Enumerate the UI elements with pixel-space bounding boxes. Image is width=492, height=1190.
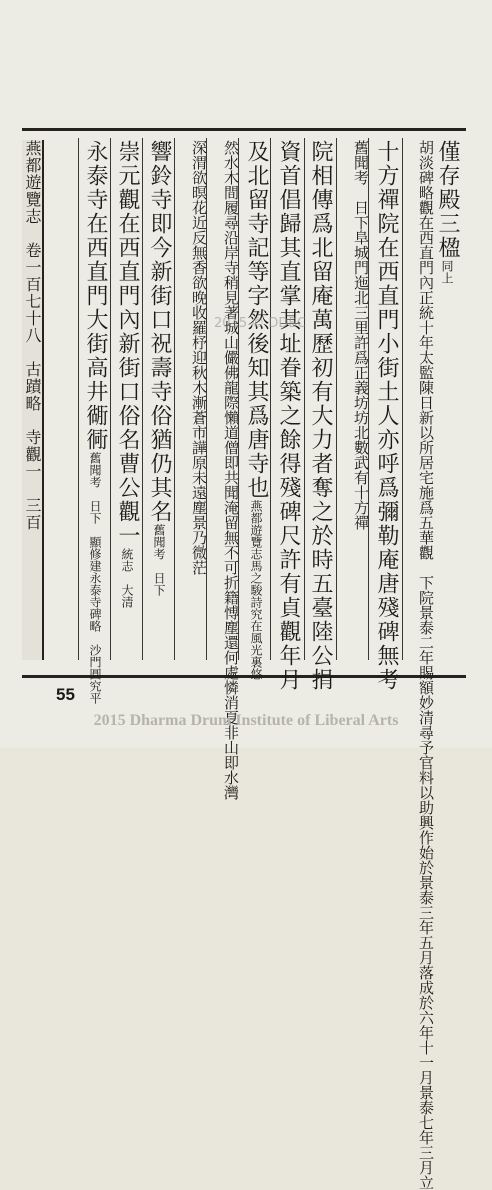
column-divider [336,138,337,660]
text-column-7: 及北留寺記等字然後知其爲唐寺也燕都遊覽志馬之駿詩究在風光裏悠 [244,140,269,680]
text-column-10: 響鈴寺即今新街口祝壽寺俗猶仍其名舊聞考 日下 [147,140,172,596]
text-column-5: 院相傳爲北留庵萬歷初有大力者奪之於時五臺陸公捐 [308,140,333,692]
text-column-11: 崇元觀在西直門內新街口俗名曹公觀一統志 大清 [115,140,140,608]
text-column-12: 永泰寺在西直門大街高井衚衕舊聞考 日下 顯修建永泰寺碑略 沙門圓究平 [83,140,108,704]
text-column-2: 胡淡碑略觀在西直門內正統十年太監陳日新以所居宅施爲五華觀 下院景泰二年賜額妙清尋予官料以助興作始於景泰三年五月落成於六年十一月景泰七年三月立 [417,140,435,1190]
text-column-6: 資首倡歸其直掌其址眷築之餘得殘碑尺許有貞觀年月 [276,140,301,692]
credit-line: 2015 Dharma Drum Institute of Liberal Arts [93,712,399,729]
page-edge-header: 燕都遊覽志 卷一百七十八 古蹟略 寺觀一 三百 [22,140,44,660]
text-column-8: 然水木間履尋沿岸寺稍見著城山儼佛龍際懶道僧即共聞淹留無不可折籍愽塵還何處憐消夏非山即水灣 [222,140,240,800]
text-column-4: 舊聞考 日下阜城門迤北三里許爲正義坊坊北數武有十方禪 [352,140,370,530]
watermark: 2015 © DDBC [214,316,307,331]
column-divider [142,138,143,660]
page-number: 55 [56,685,75,704]
text-column-3: 十方禪院在西直門小街土人亦呼爲彌勒庵唐殘碑無考 [374,140,399,692]
column-divider [174,138,175,660]
column-divider [110,138,111,660]
text-column-1: 僅存殿三楹同上 [435,140,460,284]
text-column-9: 深渭欲暝花近反無香欲晚收羅杼迎秋木漸蒼市譁原未遠塵景乃微茫 [190,140,208,575]
column-divider [78,138,79,660]
